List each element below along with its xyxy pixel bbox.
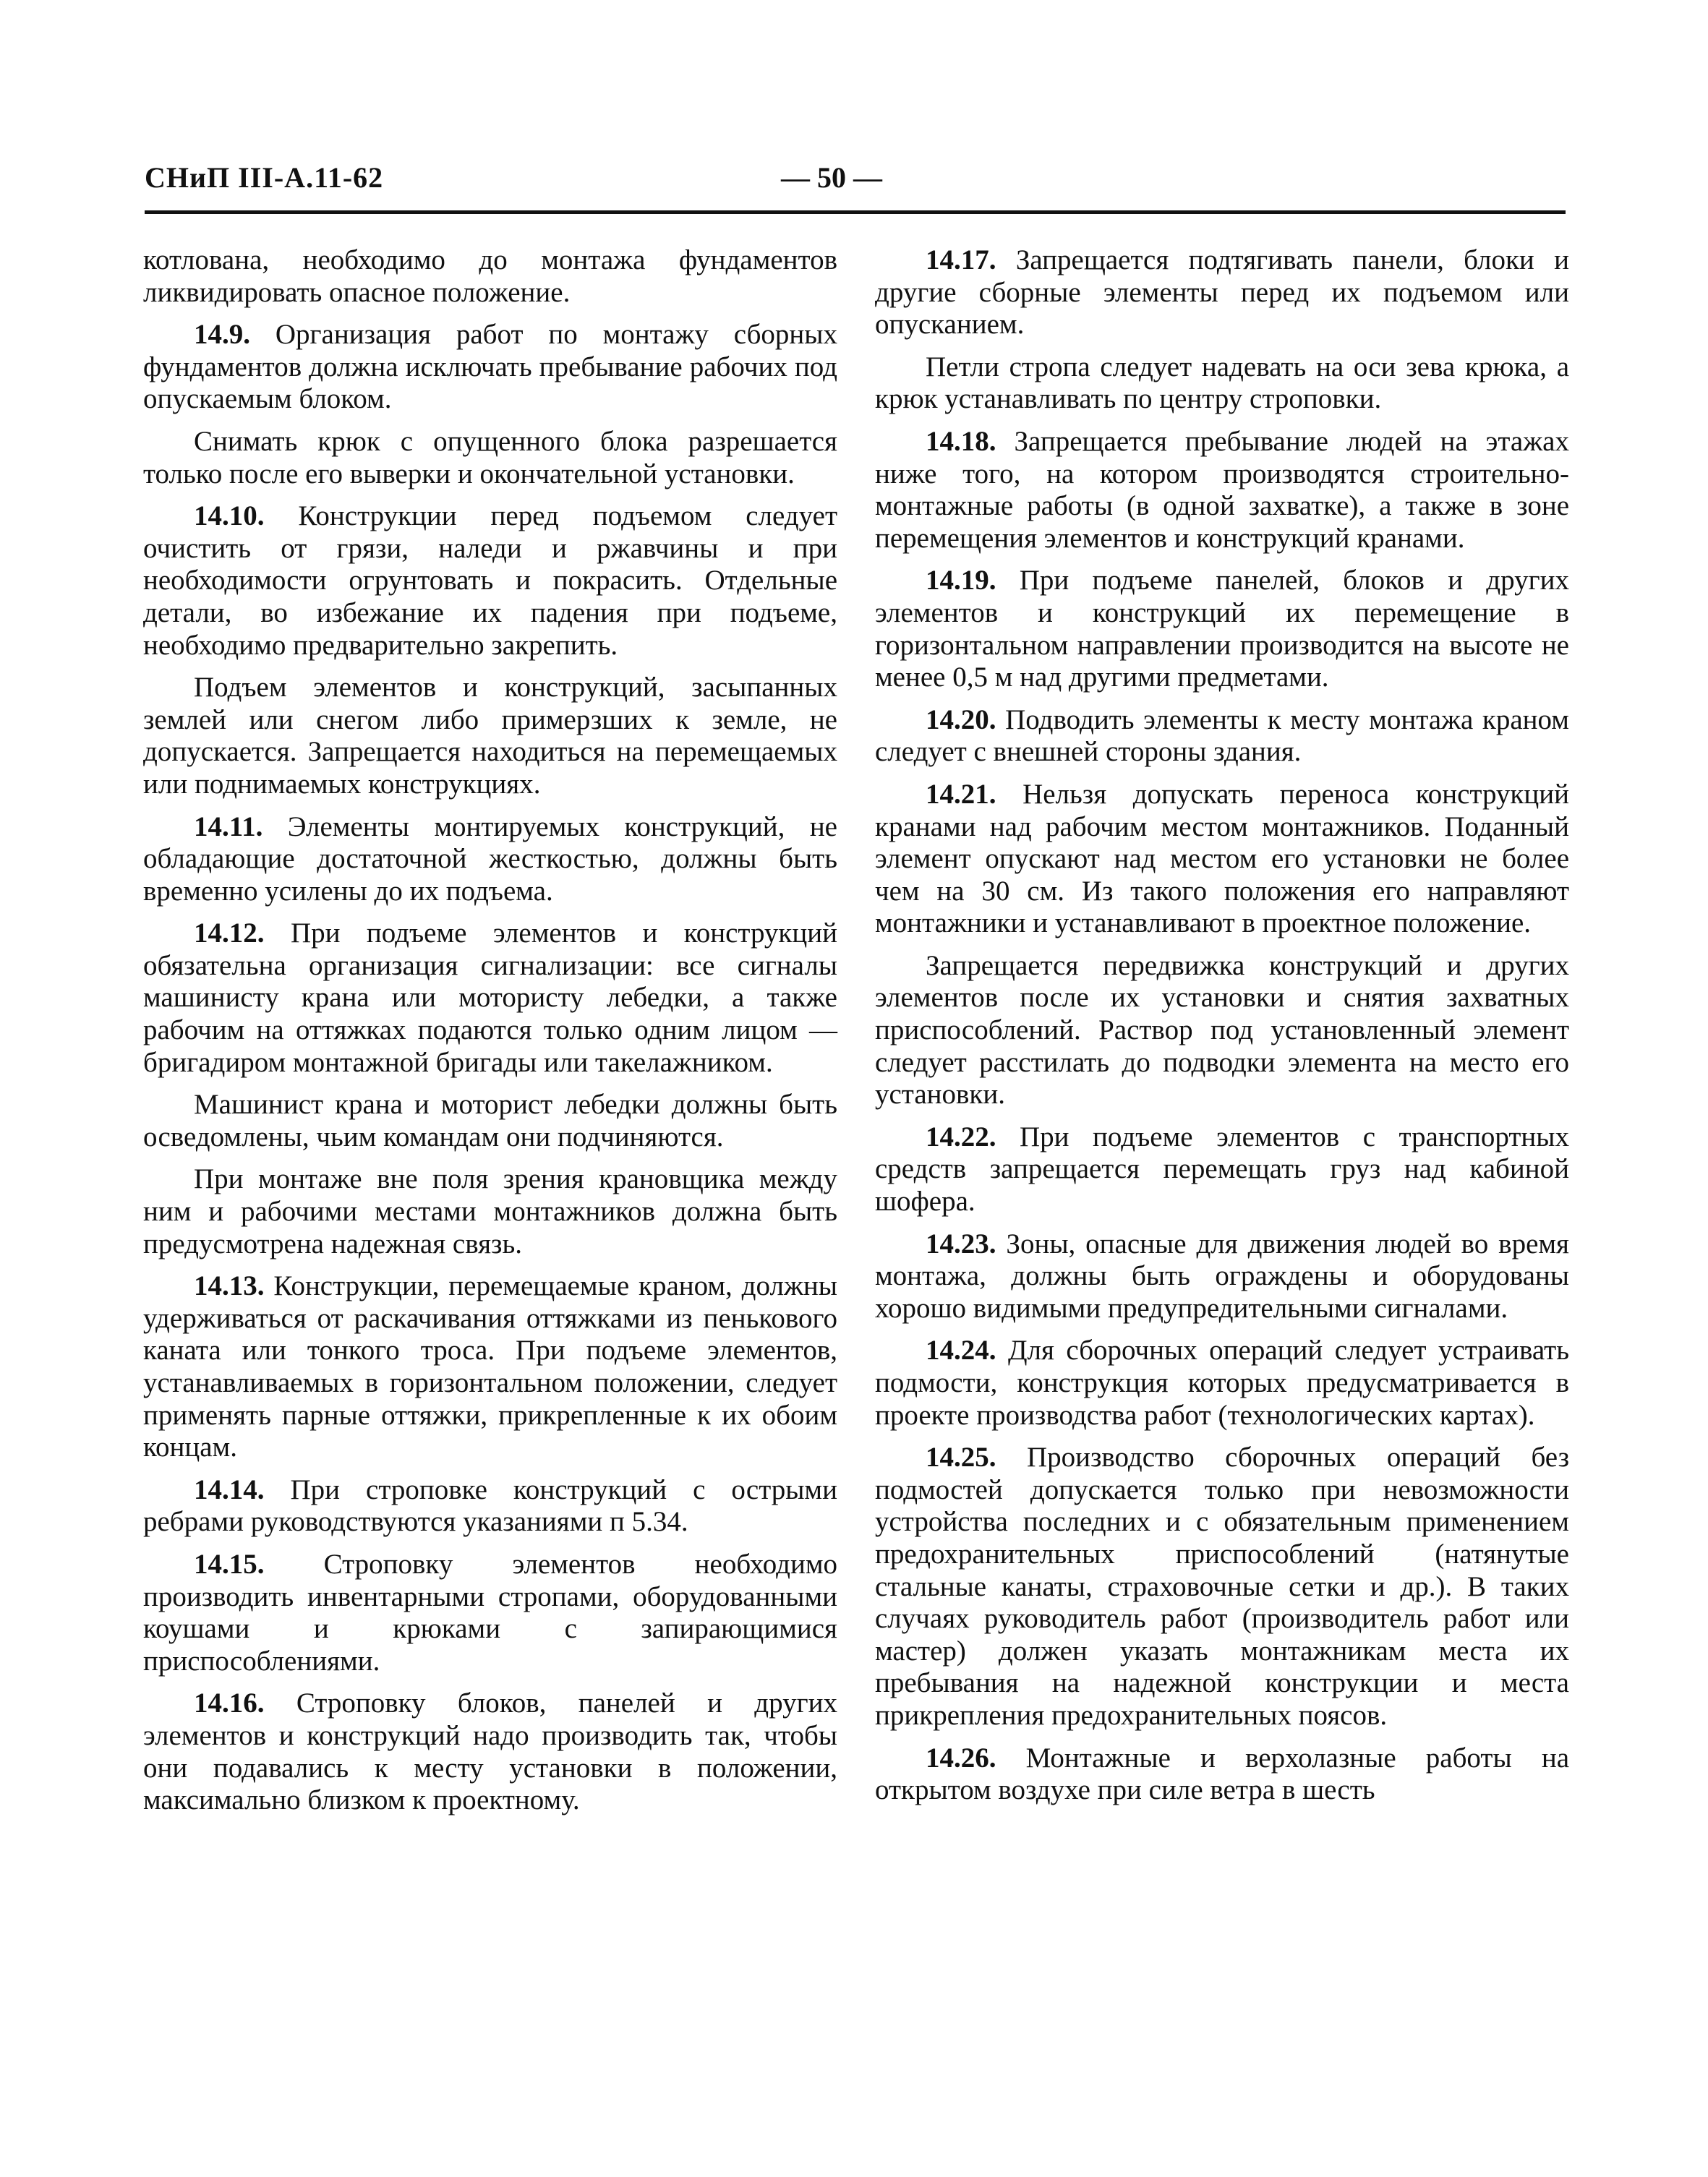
paragraph-text: Строповку блоков, панелей и других элементов и конструкций надо производить так, чтобы они подавались к месту установки в положении, максимально близком к проектному. [143,1688,837,1816]
clause-number: 14.23. [926,1228,996,1259]
paragraph [875,1335,1569,1432]
paragraph-text: При строповке конструкций с острыми ребрами руководствуются указаниями п 5.34. [143,1474,837,1538]
paragraph [875,1228,1569,1325]
paragraph-text: Нельзя допускать переноса конструкций кранами над рабочим местом монтажников. Поданный элемент опускают над местом его установки не более чем на 30 см. Из такого положения его направляют монтажники и устанавливают в проектное положение. [875,778,1569,939]
clause-number: 14.25. [926,1442,996,1474]
paragraph [875,426,1569,555]
clause-number: 14.19. [926,565,996,596]
paragraph-text: Элементы монтируемых конструкций, не обладающие достаточной жесткостью, должны быть временно усилены до их подъема. [143,811,837,907]
paragraph [143,319,837,416]
clause-number: 14.9. [194,319,250,351]
paragraph-text: Конструкции, перемещаемые краном, должны удерживаться от раскачивания оттяжками из пенькового каната или тонкого троса. При подъеме элементов, устанавливаемых в горизонтальном положении, следует применять парные оттяжки, прикрепленные к их обоим концам. [143,1270,837,1463]
paragraph [143,1163,837,1260]
paragraph [875,244,1569,341]
paragraph [875,565,1569,693]
clause-number: 14.11. [194,811,263,842]
paragraph-text: Для сборочных операций следует устраивать подмости, конструкция которых предусматривается в проекте производства работ (технологических картах). [875,1335,1569,1431]
paragraph-text: Строповку элементов необходимо производить инвентарными стропами, оборудованными коушами и крюками с запирающимися приспособлениями. [143,1548,837,1677]
paragraph [143,811,837,908]
clause-number: 14.14. [194,1474,265,1505]
paragraph [875,1742,1569,1807]
paragraph [143,1474,837,1539]
paragraph-text: Подъем элементов и конструкций, засыпанных землей или снегом либо примерзших к земле, не допускается. Запрещается находиться на перемещаемых или поднимаемых конструкциях. [143,672,837,800]
clause-number: 14.17. [926,244,996,275]
clause-number: 14.24. [926,1335,996,1366]
clause-number: 14.15. [194,1548,265,1580]
page-number: — 50 — [781,161,882,194]
paragraph-text: Зоны, опасные для движения людей во время монтажа, должны быть ограждены и оборудованы хорошо видимыми предупредительными сигналами. [875,1228,1569,1324]
clause-number: 14.20. [926,703,996,735]
clause-number: 14.21. [926,778,996,810]
paragraph [143,426,837,490]
clause-number: 14.12. [194,918,265,949]
document-code: СНиП III-A.11-62 [145,161,384,194]
paragraph-text: При подъеме элементов с транспортных средств запрещается перемещать груз над кабиной шофера. [875,1121,1569,1218]
paragraph-text: При подъеме панелей, блоков и других элементов и конструкций их перемещение в горизонтальном направлении производится на высоте не менее 0,5 м над другими предметами. [875,565,1569,693]
paragraph-text: Запрещается передвижка конструкций и других элементов после их установки и снятия захватных приспособлений. Раствор под установленный элемент следует расстилать до подводки элемента на место его установки. [875,949,1569,1111]
clause-number: 14.22. [926,1121,996,1152]
paragraph [875,1121,1569,1218]
paragraph [143,1549,837,1677]
paragraph [143,918,837,1079]
clause-number: 14.18. [926,425,996,457]
header-rule [145,210,1566,214]
paragraph-text: Запрещается пребывание людей на этажах ниже того, на котором производятся строительно-монтажные работы (в одной захватке), а также в зоне перемещения элементов и конструкций кранами. [875,425,1569,554]
paragraph [875,1442,1569,1732]
paragraph-text: Производство сборочных операций без подмостей допускается только при невозможности устройства последних и с обязательным применением предохранительных приспособлений (натянутые стальные канаты, страховочные сетки и др.). В таких случаях руководитель работ (производитель работ или мастер) должен указать монтажникам места их пребывания на надежной конструкции и места прикрепления предохранительных поясов. [875,1442,1569,1731]
paragraph-text: Организация работ по монтажу сборных фундаментов должна исключать пребывание рабочих под опускаемым блоком. [143,319,837,415]
paragraph [143,244,837,309]
paragraph [875,779,1569,940]
paragraph-text: Подводить элементы к месту монтажа краном следует с внешней стороны здания. [875,703,1569,768]
paragraph [875,704,1569,769]
paragraph-text: котлована, необходимо до монтажа фундаментов ликвидировать опасное положение. [143,244,837,308]
page-header [145,161,1562,211]
paragraph-text: Монтажные и верхолазные работы на открытом воздухе при силе ветра в шесть [875,1742,1569,1806]
paragraph-text: При подъеме элементов и конструкций обязательна организация сигнализации: все сигналы машинисту крана или мотористу лебедки, а также рабочим на оттяжках подаются только одним лицом — бригадиром монтажной бригады или такелажником. [143,918,837,1078]
paragraph [143,1688,837,1816]
right-column [875,244,1569,1817]
paragraph [143,672,837,800]
paragraph [143,1089,837,1153]
paragraph [875,351,1569,416]
paragraph-text: Машинист крана и моторист лебедки должны быть осведомлены, чьим командам они подчиняются. [143,1089,837,1152]
paragraph [143,500,837,662]
paragraph-text: Запрещается подтягивать панели, блоки и другие сборные элементы перед их подъемом или опусканием. [875,244,1569,341]
left-column [143,244,837,1827]
clause-number: 14.16. [194,1688,265,1719]
paragraph [143,1270,837,1464]
paragraph-text: Снимать крюк с опущенного блока разрешается только после его выверки и окончательной установки. [143,425,837,489]
clause-number: 14.26. [926,1742,996,1774]
paragraph-text: Петли стропа следует надевать на оси зева крюка, а крюк устанавливать по центру строповки. [875,351,1569,415]
paragraph-text: Конструкции перед подъемом следует очистить от грязи, наледи и ржавчины и при необходимости огрунтовать и покрасить. Отдельные детали, во избежание их падения при подъеме, необходимо предварительно закрепить. [143,500,837,661]
paragraph-text: При монтаже вне поля зрения крановщика между ним и рабочими местами монтажников должна быть предусмотрена надежная связь. [143,1163,837,1259]
clause-number: 14.13. [194,1270,265,1302]
paragraph [875,950,1569,1111]
clause-number: 14.10. [194,500,265,532]
